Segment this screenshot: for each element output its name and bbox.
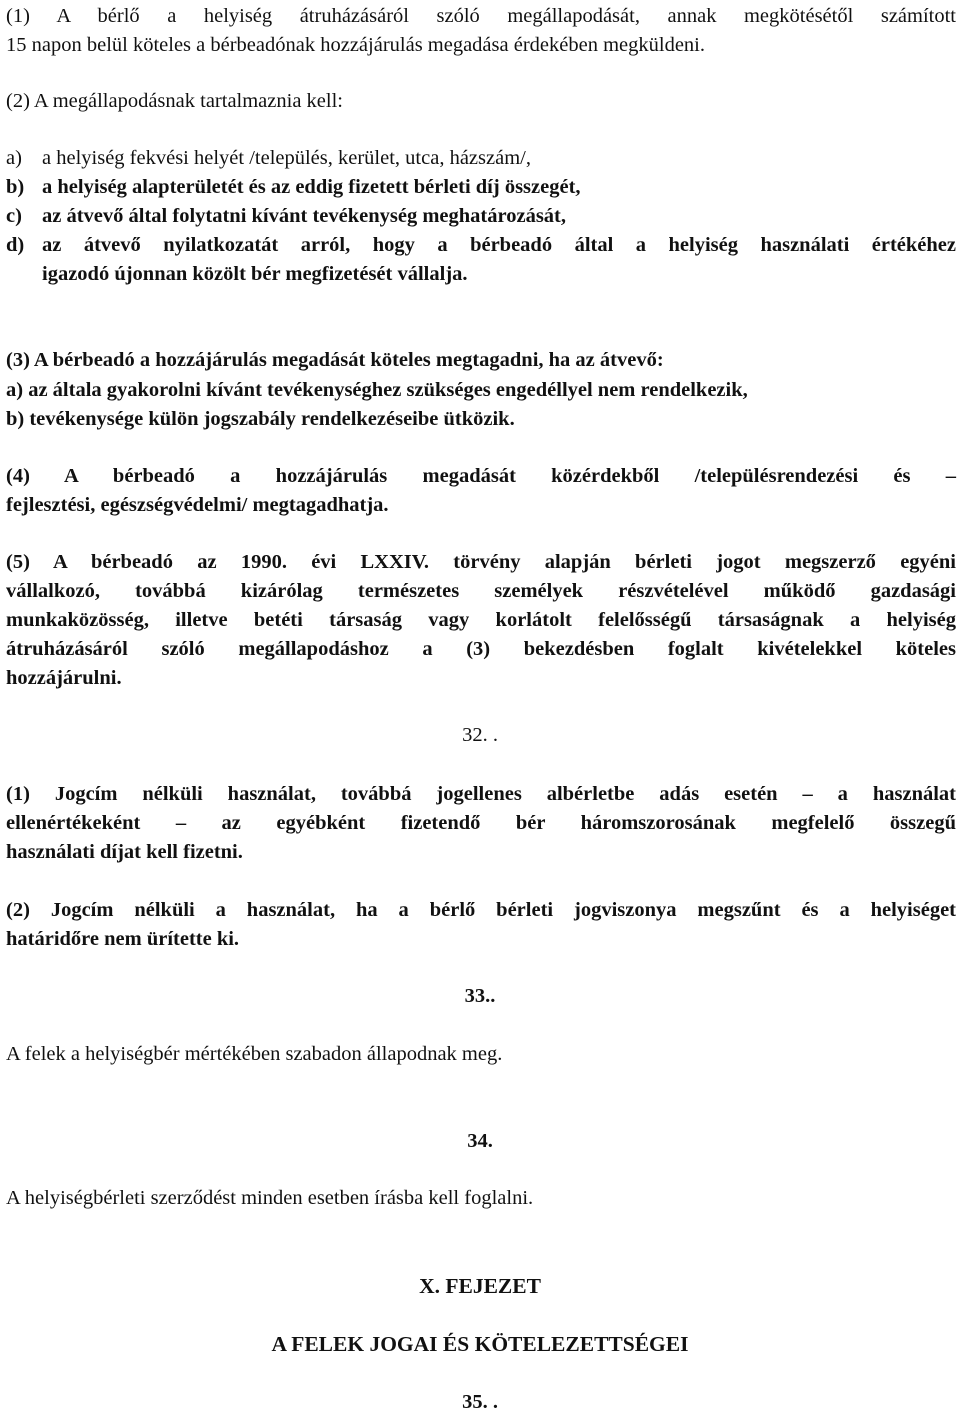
item-a-label: a) [6, 147, 22, 169]
sec32-para-1-line-3: használati díjat kell fizetni. [6, 841, 243, 863]
item-d-text: az átvevő nyilatkozatát arról, hogy a bérbeadó által a helyiség használati értékéhez [42, 234, 956, 256]
para-2-intro: (2) A megállapodásnak tartalmaznia kell: [6, 90, 343, 112]
para-3-item-b: b) tevékenysége külön jogszabály rendelkezéseibe ütközik. [6, 408, 515, 430]
item-b-label: b) [6, 176, 25, 198]
para-3-item-a: a) az általa gyakorolni kívánt tevékenységhez szükséges engedéllyel nem rendelkezik, [6, 379, 748, 401]
para-5-line-1: (5) A bérbeadó az 1990. évi LXXIV. törvény alapján bérleti jogot megszerző egyéni [6, 551, 956, 573]
para-1-line-2: 15 napon belül köteles a bérbeadónak hozzájárulás megadása érdekében megküldeni. [6, 34, 705, 56]
section-35-heading: 35. . [462, 1391, 498, 1413]
section-34-heading: 34. [467, 1130, 493, 1152]
sec32-para-1-line-2: ellenértékeként – az egyébként fizetendő bér háromszorosának megfelelő összegű [6, 812, 956, 834]
para-5-line-3: munkaközösség, illetve betéti társaság vagy korlátolt felelősségű társaságnak a helyiség [6, 609, 956, 631]
item-d-label: d) [6, 234, 25, 256]
sec32-para-2-line-1: (2) Jogcím nélküli a használat, ha a bérlő bérleti jogviszonya megszűnt és a helyiséget [6, 899, 956, 921]
chapter-number: X. FEJEZET [419, 1274, 541, 1298]
para-3-intro: (3) A bérbeadó a hozzájárulás megadását köteles megtagadni, ha az átvevő: [6, 349, 664, 371]
item-a-text: a helyiség fekvési helyét /település, kerület, utca, házszám/, [42, 147, 531, 169]
para-5-line-5: hozzájárulni. [6, 667, 122, 689]
sec32-para-1-line-1: (1) Jogcím nélküli használat, továbbá jogellenes albérletbe adás esetén – a használat [6, 783, 956, 805]
item-c-label: c) [6, 205, 22, 227]
item-c-text: az átvevő által folytatni kívánt tevékenység meghatározását, [42, 205, 567, 227]
item-b-text: a helyiség alapterületét és az eddig fizetett bérleti díj összegét, [42, 176, 581, 198]
section-33-heading: 33.. [464, 985, 496, 1007]
item-d-text-cont: igazodó újonnan közölt bér megfizetését vállalja. [42, 263, 468, 285]
para-5-line-4: átruházásáról szóló megállapodáshoz a (3) bekezdésben foglalt kivételekkel köteles [6, 638, 956, 660]
section-34-text: A helyiségbérleti szerződést minden esetben írásba kell foglalni. [6, 1187, 534, 1209]
chapter-title: A FELEK JOGAI ÉS KÖTELEZETTSÉGEI [271, 1332, 689, 1356]
para-5-line-2: vállalkozó, továbbá kizárólag természetes személyek részvételével működő gazdasági [6, 580, 956, 602]
sec32-para-2-line-2: határidőre nem ürítette ki. [6, 928, 240, 950]
para-4-line-2: fejlesztési, egészségvédelmi/ megtagadhatja. [6, 494, 389, 516]
section-33-text: A felek a helyiségbér mértékében szabadon állapodnak meg. [6, 1043, 503, 1065]
section-32-heading: 32. . [462, 724, 498, 746]
para-4-line-1: (4) A bérbeadó a hozzájárulás megadását közérdekből /településrendezési és – [6, 465, 956, 487]
para-1-line-1: (1) A bérlő a helyiség átruházásáról szóló megállapodását, annak megkötésétől számított [6, 5, 956, 27]
